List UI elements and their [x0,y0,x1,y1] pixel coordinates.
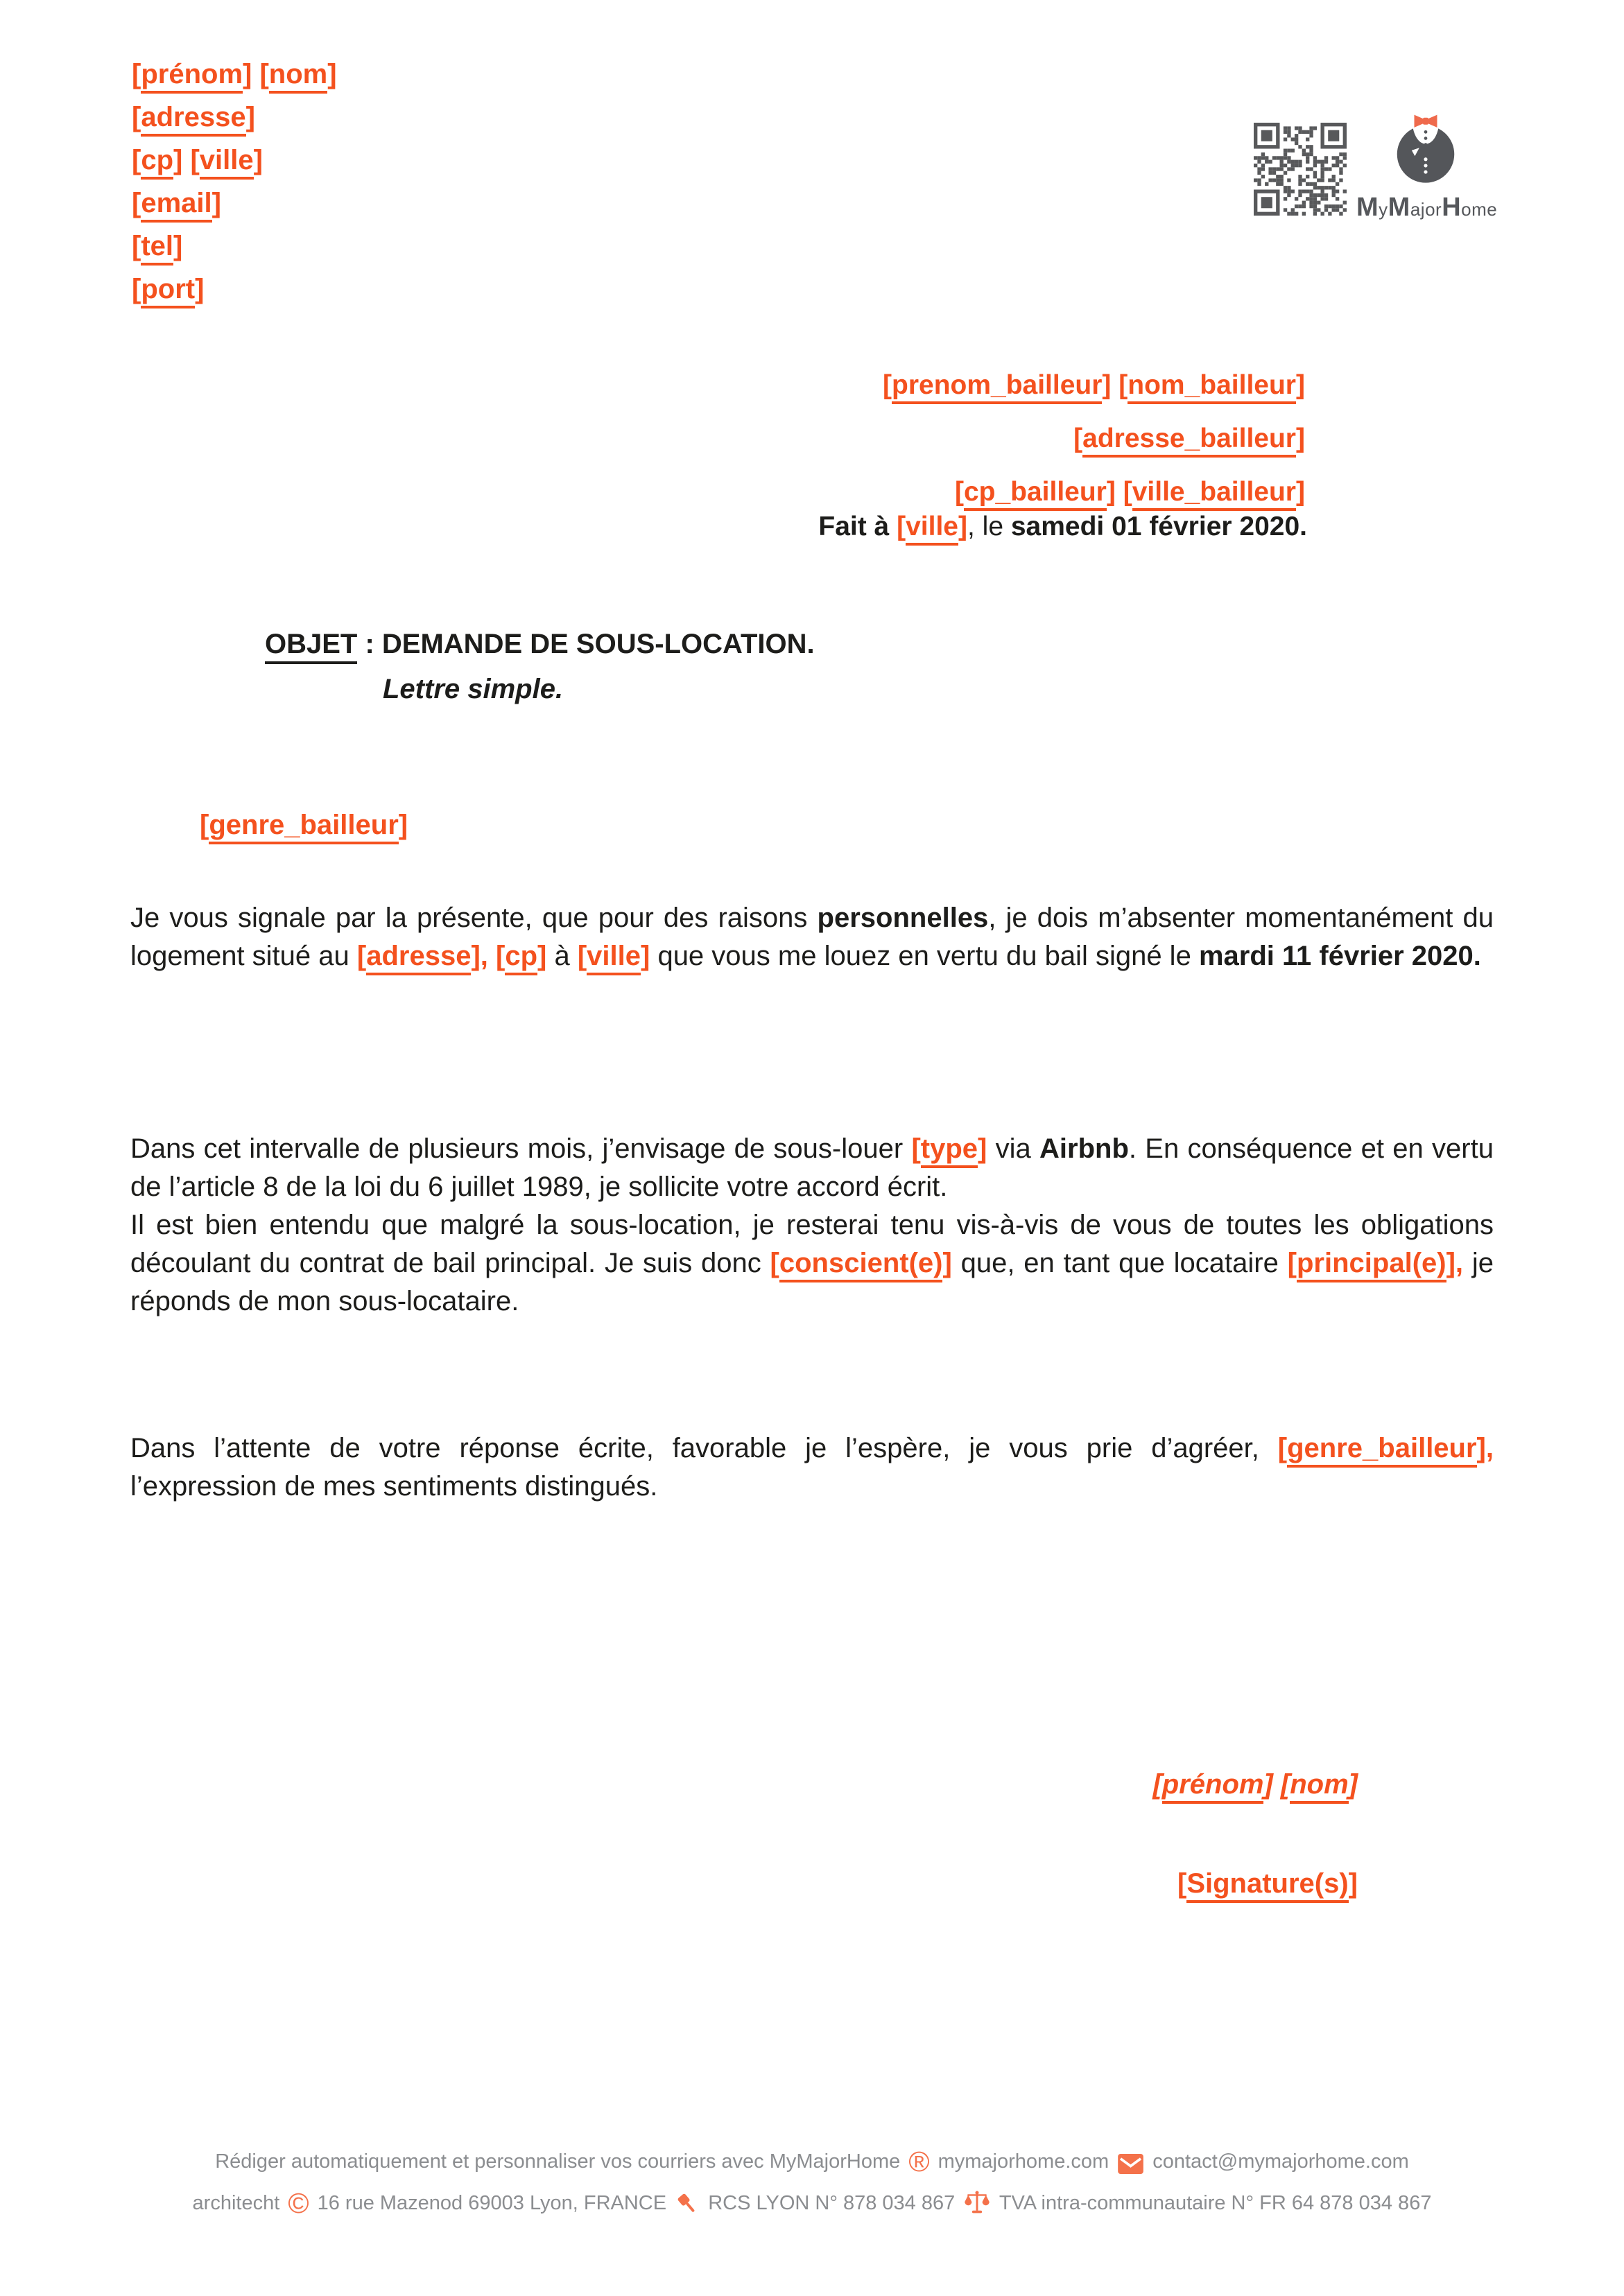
address-line [132,55,337,94]
placeholder-email: [email] [132,188,221,223]
recipient-block [883,366,1305,526]
placeholder-type: [type] [911,1133,987,1168]
logo-brand-text: MyMajorHome [1356,193,1498,222]
paragraph-3: Dans l’attente de votre réponse écrite, favorable je l’espère, je vous prie d’agréer, [genre_bailleur], l’expression de mes sentiments distingués. [130,1433,1494,1502]
tuxedo-logo-icon [1388,111,1464,189]
placeholder-ville: [ville] [897,512,967,546]
placeholder-port: [port] [132,274,204,308]
paragraph-2-part-2: Il est bien entendu que malgré la sous-location, je resterai tenu vis-à-vis de vous de toutes les obligations découlant du contrat de bail principal. Je suis donc [conscient(e)] que, en tant que locataire [principal(e)], je réponds de mon sous-locataire. [130,1210,1494,1316]
placeholder-ville: [ville] [578,941,650,975]
address-line [883,419,1305,458]
paragraph-2-part-1: Dans cet intervalle de plusieurs mois, j’envisage de sous-louer [type] via Airbnb. En conséquence et en vertu de l’article 8 de la loi du 6 juillet 1989, je sollicite votre accord écrit. [130,1133,1494,1202]
placeholder-tel: [tel] [132,231,182,266]
address-line [883,366,1305,404]
date-line: Fait à [ville], le samedi 01 février 2020. [818,512,1307,542]
placeholder-genre-bailleur: [genre_bailleur] [200,810,408,844]
copyright-icon: © [288,2187,309,2219]
footer-line-1: Rédiger automatiquement et personnaliser vos courriers avec MyMajorHome ® mymajorhome.com contact@mymajorhome.com [215,2146,1409,2177]
footer [0,2141,1624,2224]
address-line [883,473,1305,511]
signature-block [1152,1769,1358,1899]
qr-code-icon [1254,123,1347,216]
qr-code [1254,123,1347,216]
placeholder-nom: [nom] [1281,1769,1358,1804]
placeholder-conscient-e: [conscient(e)] [770,1248,952,1282]
subject-block [265,627,815,706]
subject-subline: Lettre simple. [383,674,564,704]
placeholder-pr-nom: [prénom] [132,59,252,94]
company-logo [1356,111,1498,223]
placeholder-adresse-bailleur: [adresse_bailleur] [1073,424,1305,458]
sender-block [132,55,337,313]
paragraph-2 [130,1130,1494,1321]
placeholder-nom: [nom] [259,59,336,94]
address-line [132,227,337,266]
placeholder-nom-bailleur: [nom_bailleur] [1118,370,1305,404]
placeholder-cp-bailleur: [cp_bailleur] [955,477,1116,511]
placeholder-prenom-bailleur: [prenom_bailleur] [883,370,1111,404]
placeholder-cp: [cp] [496,941,546,975]
address-line [132,141,337,180]
signature-name [1152,1769,1358,1800]
salutation [200,810,408,841]
registered-icon: ® [908,2146,930,2177]
envelope-icon [1114,2150,1147,2173]
placeholder-ville-bailleur: [ville_bailleur] [1123,477,1305,511]
placeholder-adresse: [adresse] [357,941,481,975]
footer-line-2: architecht © 16 rue Mazenod 69003 Lyon, FRANCE RCS LYON N° 878 034 867 TVA intra-communautaire N° FR 64 878 034 867 [192,2187,1432,2219]
placeholder-cp: [cp] [132,145,182,180]
placeholder-ville: [ville] [190,145,263,180]
subject-line: OBJET : DEMANDE DE SOUS-LOCATION. [265,627,815,661]
scales-icon [960,2192,994,2214]
address-line [132,270,337,308]
address-line [132,184,337,223]
placeholder-adresse: [adresse] [132,102,255,137]
gavel-icon [672,2192,702,2214]
placeholder-genre-bailleur: [genre_bailleur] [1278,1433,1486,1468]
address-line [132,98,337,137]
placeholder-principal-e: [principal(e)] [1288,1248,1455,1282]
placeholder-Signature-s: [Signature(s)] [1177,1868,1358,1903]
placeholder-pr-nom: [prénom] [1152,1769,1272,1804]
signature-placeholder [1152,1868,1358,1899]
paragraph-1: Je vous signale par la présente, que pour des raisons personnelles, je dois m’absenter momentanément du logement situé au [adresse], [cp] à [ville] que vous me louez en vertu du bail signé le mardi 11 février 2020. [130,899,1494,975]
